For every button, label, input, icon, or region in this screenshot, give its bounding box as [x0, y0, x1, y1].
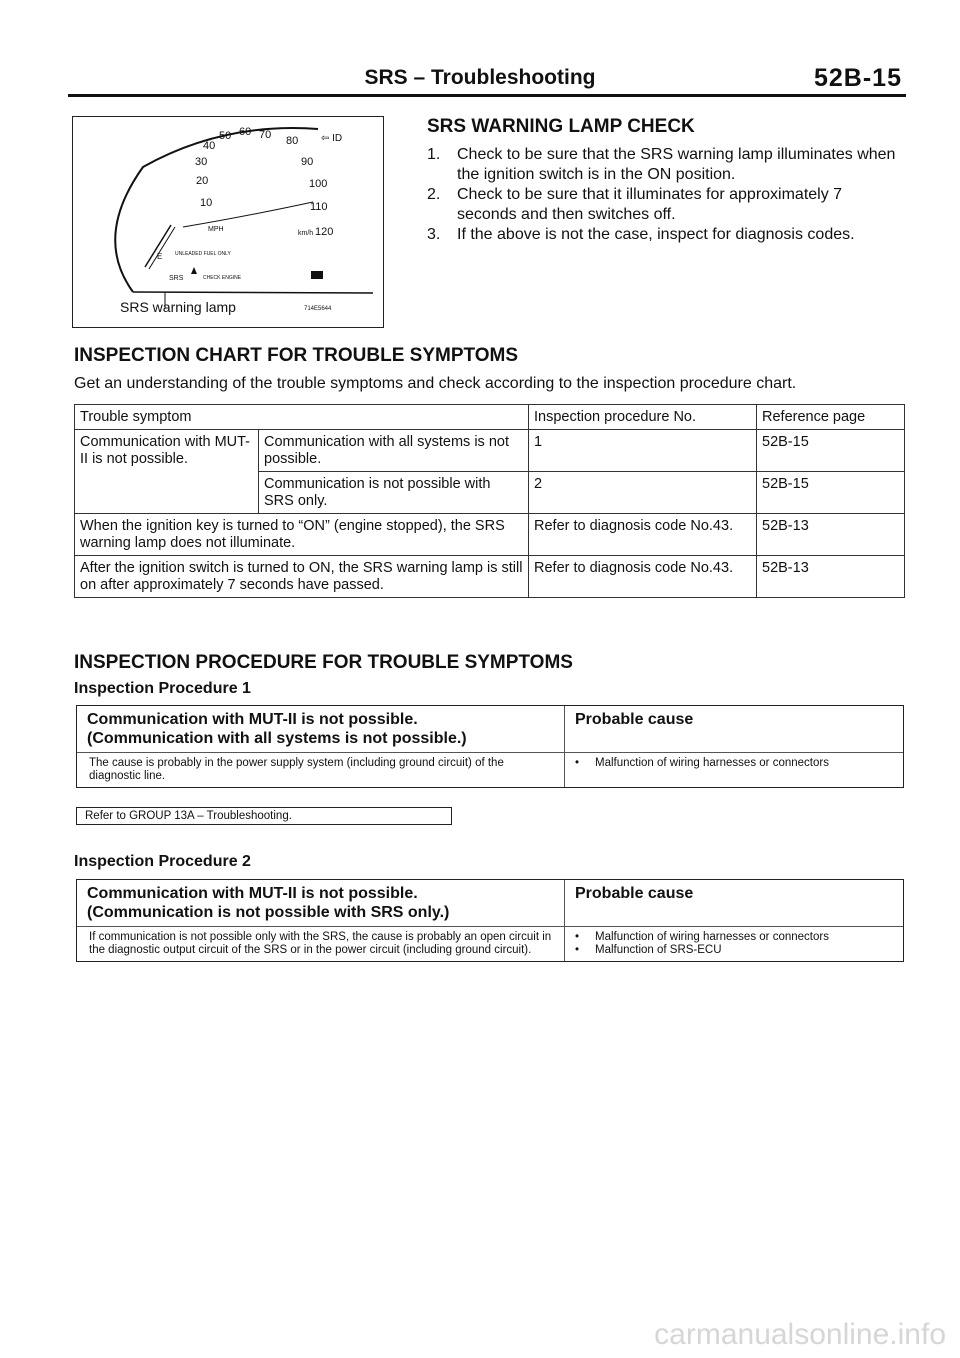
procedure-1-heading: Inspection Procedure 1	[74, 680, 251, 697]
procedure-2-description: If communication is not possible only with the SRS, the cause is probably an open circuit in the diagnostic output circuit of the SRS or in the power circuit (including ground circuit).	[77, 927, 565, 961]
inspection-chart-table	[74, 404, 905, 598]
group-label: Communication with MUT-II is not possible.	[75, 430, 259, 514]
speedometer-illustration	[73, 117, 383, 327]
reference-cell: 52B-15	[757, 472, 905, 514]
figure-caption: SRS warning lamp	[120, 299, 236, 315]
table-row	[75, 514, 905, 556]
unit-mph: MPH	[208, 226, 224, 233]
procedure-cell: Refer to diagnosis code No.43.	[529, 514, 757, 556]
srs-lamp-figure	[72, 116, 384, 328]
cause-item: • Malfunction of wiring harnesses or connectors	[575, 931, 829, 943]
procedure-1-description: The cause is probably in the power supply system (including ground circuit) of the diagnostic line.	[77, 753, 565, 787]
gauge-label: 50	[219, 130, 232, 142]
gauge-label: 20	[196, 175, 209, 187]
procedure-1-subtitle: (Communication with all systems is not possible.)	[87, 730, 467, 747]
warning-check-title: SRS WARNING LAMP CHECK	[427, 116, 695, 137]
symptom-cell: Communication with all systems is not possible.	[259, 430, 529, 472]
srs-label: SRS	[169, 275, 184, 282]
procedures-title: INSPECTION PROCEDURE FOR TROUBLE SYMPTOMS	[74, 652, 573, 673]
gauge-label: 30	[195, 156, 208, 168]
check-engine-label: CHECK ENGINE	[203, 275, 242, 281]
header-procedure: Inspection procedure No.	[529, 405, 757, 430]
cause-item: • Malfunction of wiring harnesses or connectors	[575, 757, 829, 769]
step-item: 1. Check to be sure that the SRS warning lamp illuminates when the ignition switch is in the ON position.	[427, 146, 896, 183]
reference-cell: 52B-13	[757, 556, 905, 598]
procedure-1-box	[76, 705, 904, 788]
procedure-cell: 1	[529, 430, 757, 472]
gauge-label: 100	[309, 178, 328, 190]
page-title: SRS – Troubleshooting	[364, 66, 596, 89]
gauge-label: 40	[203, 140, 216, 152]
gauge-label: 70	[259, 129, 272, 141]
procedure-cell: 2	[529, 472, 757, 514]
cause-item: • Malfunction of SRS-ECU	[575, 944, 722, 956]
figure-code: 714E5644	[304, 306, 332, 312]
header-symptom: Trouble symptom	[75, 405, 529, 430]
id-mark: ⇦ ID	[321, 133, 343, 144]
step-item: 2. Check to be sure that it illuminates for approximately 7 seconds and then switches off.	[427, 186, 843, 223]
gauge-label: 90	[301, 156, 314, 168]
header-reference: Reference page	[757, 405, 905, 430]
gauge-label: 10	[200, 197, 213, 209]
page-number: 52B-15	[814, 64, 902, 92]
symptom-cell: Communication is not possible with SRS only.	[259, 472, 529, 514]
unit-kmh: km/h	[298, 230, 314, 237]
probable-cause-label: Probable cause	[575, 885, 694, 902]
e-label: E	[157, 252, 163, 261]
chart-title: INSPECTION CHART FOR TROUBLE SYMPTOMS	[74, 345, 519, 366]
procedure-cell: Refer to diagnosis code No.43.	[529, 556, 757, 598]
gauge-label: 110	[310, 201, 328, 213]
probable-cause-label: Probable cause	[575, 711, 694, 728]
procedure-1-title: Communication with MUT-II is not possible.	[87, 711, 418, 728]
procedure-2-title: Communication with MUT-II is not possible.	[87, 885, 418, 902]
reference-note: Refer to GROUP 13A – Troubleshooting.	[76, 807, 452, 825]
header-rule	[68, 94, 906, 97]
fuel-label: UNLEADED FUEL ONLY	[175, 251, 231, 257]
symptom-cell: When the ignition key is turned to “ON” (engine stopped), the SRS warning lamp does not illuminate.	[75, 514, 529, 556]
procedure-2-heading: Inspection Procedure 2	[74, 853, 251, 870]
procedure-2-subtitle: (Communication is not possible with SRS only.)	[87, 904, 450, 921]
step-item: 3. If the above is not the case, inspect for diagnosis codes.	[427, 226, 855, 243]
symptom-cell: After the ignition switch is turned to ON, the SRS warning lamp is still on after approximately 7 seconds have passed.	[75, 556, 529, 598]
warning-steps	[427, 145, 905, 245]
gauge-label: 60	[239, 126, 252, 138]
gauge-label: 120	[315, 226, 334, 238]
table-header-row	[75, 405, 905, 430]
table-row	[75, 430, 905, 472]
reference-cell: 52B-15	[757, 430, 905, 472]
watermark: carmanualsonline.info	[654, 1318, 946, 1351]
chart-intro: Get an understanding of the trouble symptoms and check according to the inspection procedure chart.	[74, 375, 797, 392]
table-row	[75, 556, 905, 598]
procedure-2-box	[76, 879, 904, 962]
reference-cell: 52B-13	[757, 514, 905, 556]
gauge-label: 80	[286, 135, 299, 147]
